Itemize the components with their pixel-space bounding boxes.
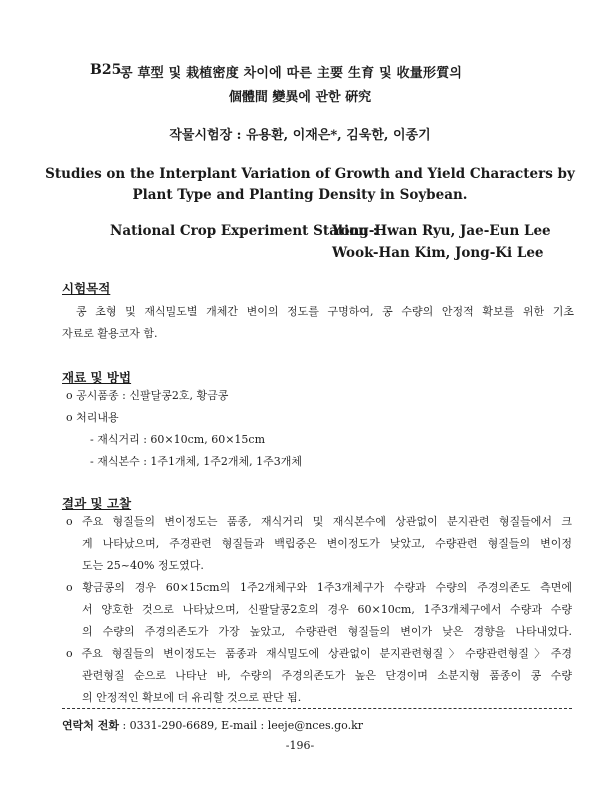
korean-title-line-1: 콩 草型 및 栽植密度 차이에 따른 主要 生育 및 收量形質의 — [120, 66, 463, 81]
english-authors-line-2: Wook-Han Kim, Jong-Ki Lee — [332, 245, 544, 261]
korean-authors: 작물시험장 : 유용환, 이재은*, 김욱한, 이종기 — [169, 128, 431, 143]
page-number: -196- — [285, 739, 315, 752]
objective-heading: 시험목적 — [62, 281, 111, 296]
methods-item-varieties: o 공시품종 : 신팔달콩2호, 황금콩 — [66, 389, 229, 402]
objective-line-2: 자료로 활용코자 함. — [62, 327, 158, 340]
results-p1-line-3: 도는 25~40% 정도였다. — [82, 559, 204, 572]
english-title-line-2: Plant Type and Planting Density in Soybean. — [132, 187, 468, 203]
english-title-line-1: Studies on the Interplant Variation of Growth and Yield Characters by — [45, 166, 575, 182]
results-heading: 결과 및 고찰 — [62, 496, 132, 511]
institution: National Crop Experiment Station : — [110, 223, 378, 239]
methods-sub-plants: - 재식본수 : 1주1개체, 1주2개체, 1주3개체 — [90, 455, 303, 468]
results-p2-line-3: 의 수량의 주경의존도가 가장 높았고, 수량관련 형질들의 변이가 낮은 경향을 나타내었다. — [82, 625, 572, 638]
footer-divider — [62, 708, 572, 709]
contact-info — [62, 717, 363, 733]
results-p3-line-1: o 주요 형질들의 변이정도는 품종과 재식밀도에 상관없이 분지관련형질〉수량관련형질〉주경 — [66, 647, 572, 660]
english-authors-line-1: Yong-Hwan Ryu, Jae-Eun Lee — [332, 223, 551, 239]
methods-sub-spacing: - 재식거리 : 60×10cm, 60×15cm — [90, 433, 266, 446]
abstract-code: B25 — [90, 62, 122, 78]
results-p1-line-1: o 주요 형질들의 변이정도는 품종, 재식거리 및 재식본수에 상관없이 분지관련 형질들에서 크 — [66, 515, 572, 528]
methods-item-treatment: o 처리내용 — [66, 411, 119, 424]
contact-text: : 0331-290-6689, E-mail : leeje@nces.go.kr — [118, 719, 363, 732]
contact-label: 연락처 전화 — [62, 719, 119, 732]
results-p2-line-1: o 황금콩의 경우 60×15cm의 1주2개체구와 1주3개체구가 수량과 수량의 주경의존도 측면에 — [66, 581, 572, 594]
results-p1-line-2: 게 나타났으며, 주경관련 형질들과 백립중은 변이정도가 낮았고, 수량관련 형질들의 변이정 — [82, 537, 572, 550]
korean-title-line-2: 個體間 變異에 관한 硏究 — [228, 90, 372, 105]
objective-line-1: 콩 초형 및 재식밀도별 개체간 변이의 정도를 구명하여, 콩 수량의 안정적 확보를 위한 기초 — [76, 305, 574, 318]
results-p2-line-2: 서 양호한 것으로 나타났으며, 신팔달콩2호의 경우 60×10cm, 1주3개체구에서 수량과 수량 — [82, 603, 572, 616]
results-p3-line-3: 의 안정적인 확보에 더 유리할 것으로 판단 됨. — [82, 691, 302, 704]
methods-heading: 재료 및 방법 — [62, 370, 132, 385]
results-p3-line-2: 관련형질 순으로 나타난 바, 수량의 주경의존도가 높은 단경이며 소분지형 품종이 콩 수량 — [82, 669, 572, 682]
